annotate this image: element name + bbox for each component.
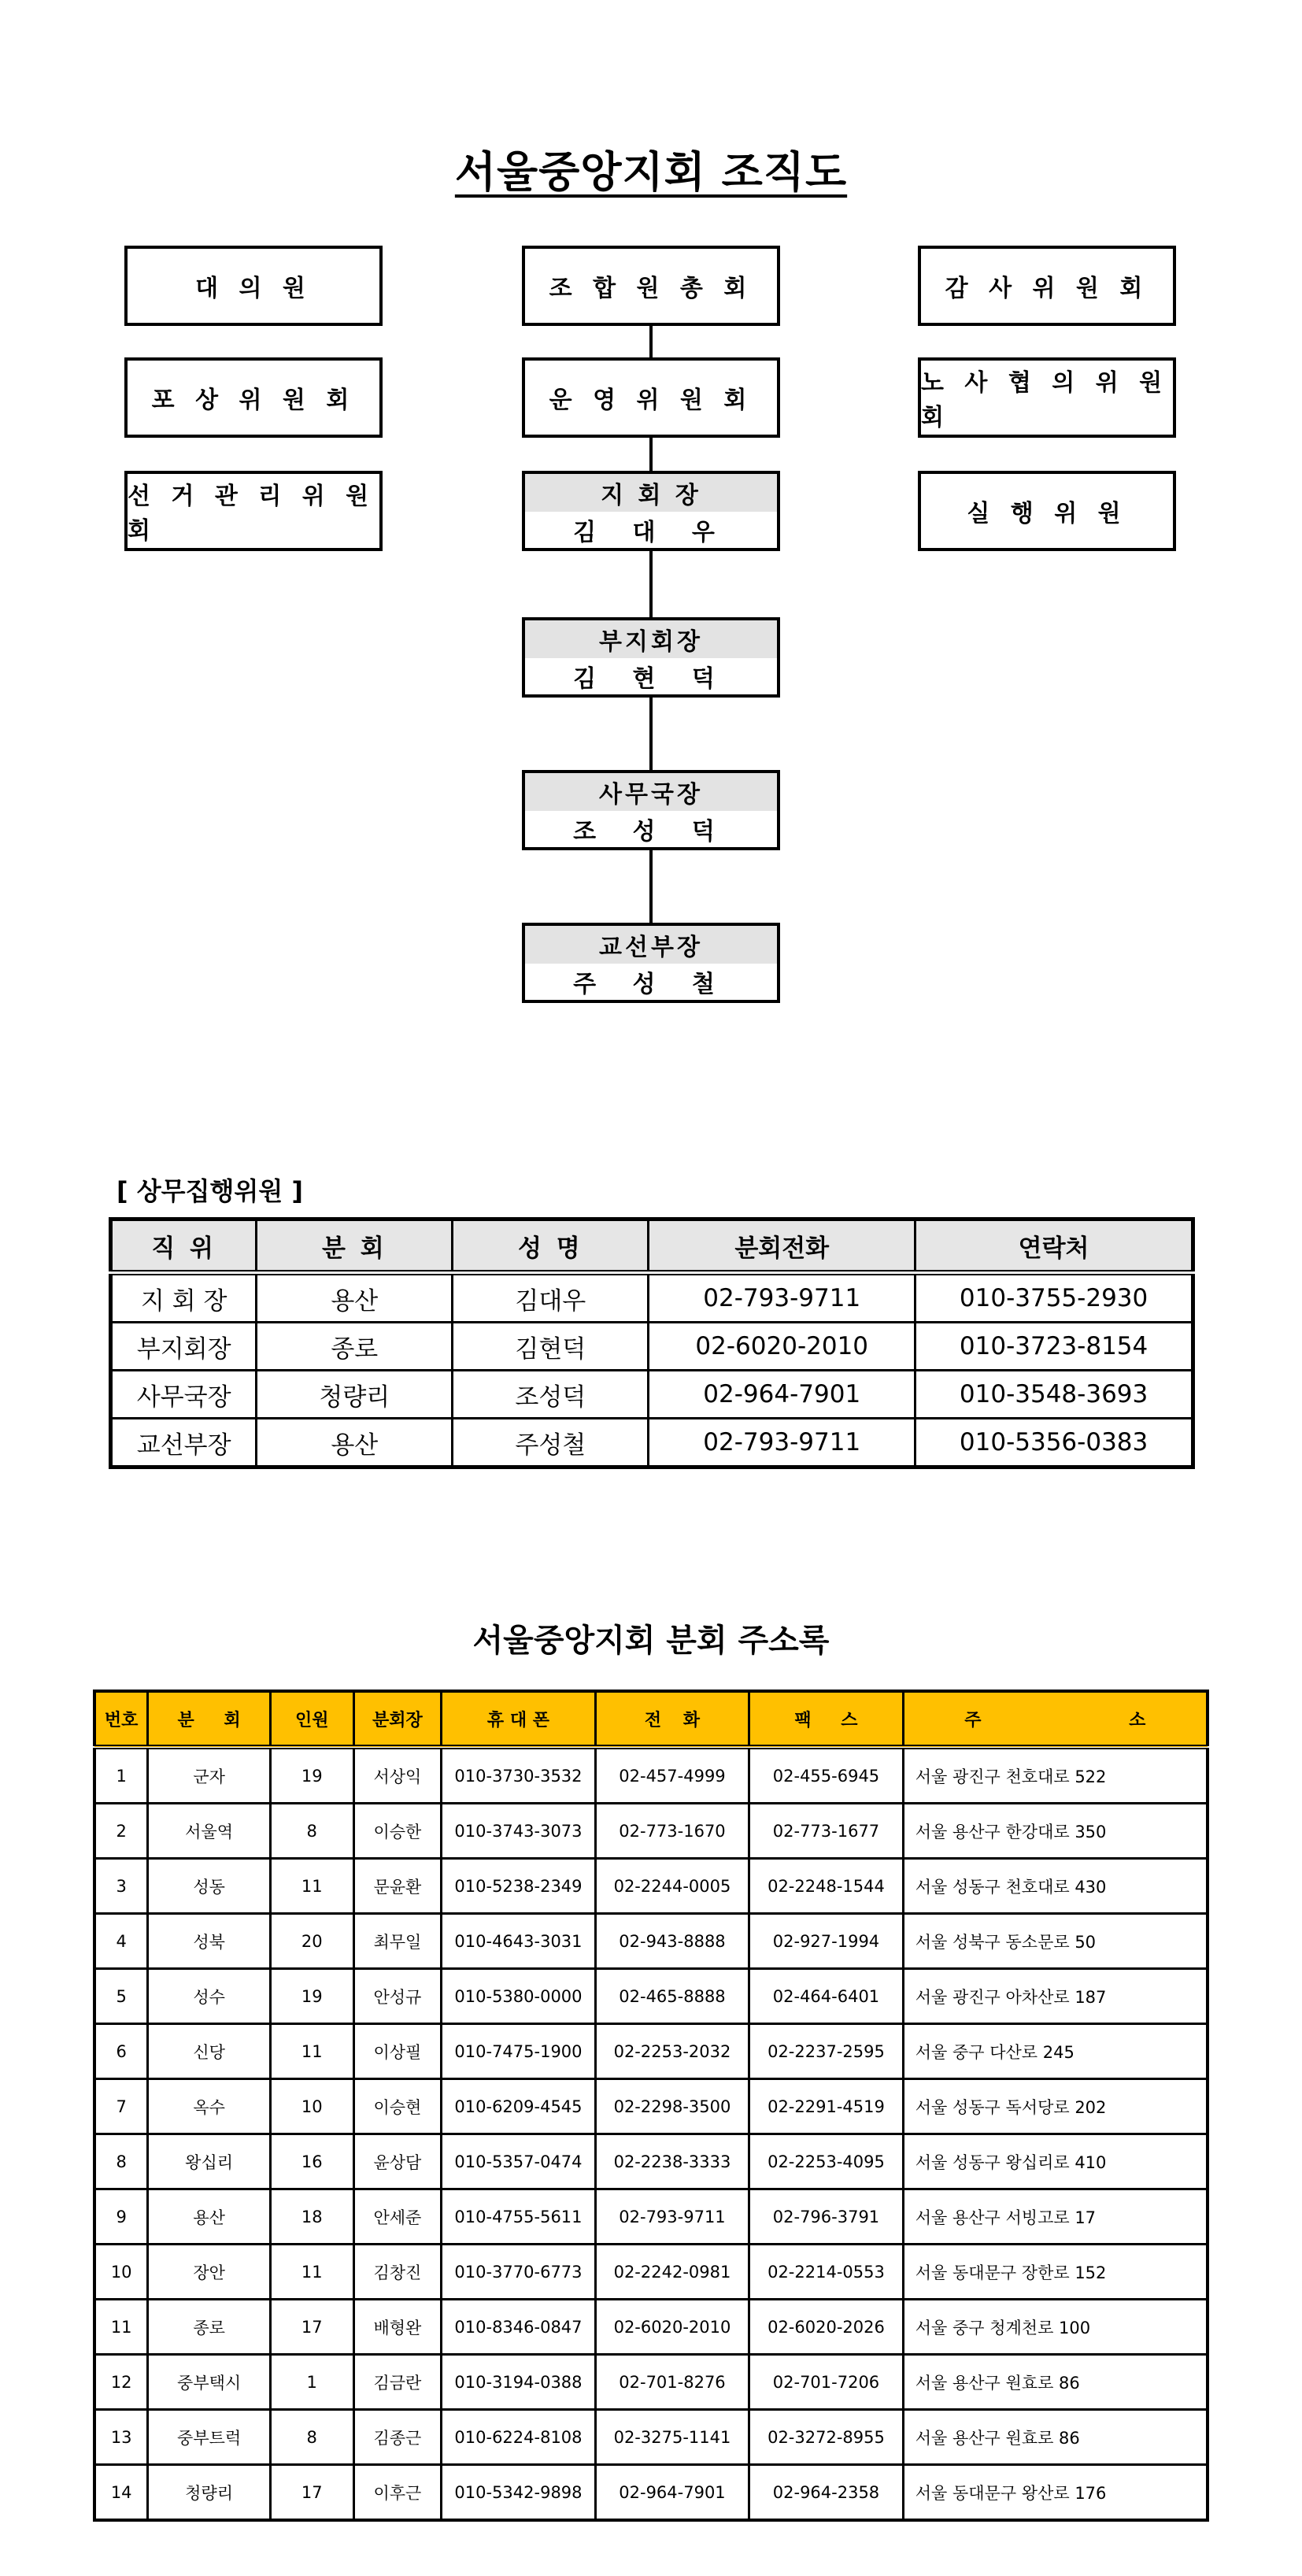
table-row [111, 1371, 1193, 1419]
table-header-row [111, 1220, 1193, 1273]
table-row [94, 2355, 1208, 2410]
table-cell: 이후근 [353, 2465, 442, 2521]
officer-name: 김 대 우 [573, 519, 729, 546]
table-cell: 14 [94, 2465, 148, 2521]
table-row [111, 1419, 1193, 1468]
column-header: 성 명 [453, 1220, 649, 1273]
table-cell: 용산 [148, 2189, 271, 2245]
table-cell: 02-793-9711 [649, 1273, 915, 1323]
table-cell: 02-2298-3500 [595, 2079, 749, 2134]
table-cell: 010-5356-0383 [915, 1419, 1193, 1468]
committee-box: 선 거 관 리 위 원 회 [124, 471, 383, 551]
table-cell: 02-964-7901 [649, 1371, 915, 1419]
table-cell: 배형완 [353, 2300, 442, 2355]
table-cell: 17 [270, 2300, 353, 2355]
table-cell: 서울 성동구 왕십리로 410 [903, 2134, 1208, 2189]
table-cell: 성북 [148, 1914, 271, 1969]
column-header: 직 위 [111, 1220, 257, 1273]
table-cell: 10 [270, 2079, 353, 2134]
table-cell: 성수 [148, 1969, 271, 2024]
table-row [94, 1804, 1208, 1859]
officer-box [522, 923, 780, 1003]
table-cell: 서울 중구 청계천로 100 [903, 2300, 1208, 2355]
table-cell: 02-457-4999 [595, 1747, 749, 1804]
officer-role: 부지회장 [525, 620, 777, 658]
table-cell: 부지회장 [111, 1323, 257, 1371]
executive-table [109, 1217, 1195, 1469]
table-cell: 02-3275-1141 [595, 2410, 749, 2465]
table-cell: 02-964-7901 [595, 2465, 749, 2521]
table-row [94, 2410, 1208, 2465]
table-row [94, 2134, 1208, 2189]
table-cell: 서울 동대문구 장한로 152 [903, 2245, 1208, 2300]
connector-line [649, 551, 653, 617]
table-cell: 주성철 [453, 1419, 649, 1468]
table-row [111, 1323, 1193, 1371]
table-cell: 이승한 [353, 1804, 442, 1859]
table-cell: 서울역 [148, 1804, 271, 1859]
table-cell: 02-6020-2026 [749, 2300, 904, 2355]
table-cell: 02-3272-8955 [749, 2410, 904, 2465]
directory-title: 서울중앙지회 분회 주소록 [472, 1623, 830, 1659]
directory-table [93, 1690, 1209, 2522]
column-header: 분회전화 [649, 1220, 915, 1273]
table-row [94, 2245, 1208, 2300]
table-row [94, 1859, 1208, 1914]
table-cell: 02-964-2358 [749, 2465, 904, 2521]
table-cell: 서울 광진구 아차산로 187 [903, 1969, 1208, 2024]
table-cell: 조성덕 [453, 1371, 649, 1419]
table-cell: 010-3755-2930 [915, 1273, 1193, 1323]
table-cell: 02-2237-2595 [749, 2024, 904, 2079]
table-cell: 안성규 [353, 1969, 442, 2024]
table-cell: 02-2248-1544 [749, 1859, 904, 1914]
table-cell: 군자 [148, 1747, 271, 1804]
officer-name: 조 성 덕 [573, 818, 729, 846]
table-cell: 02-773-1677 [749, 1804, 904, 1859]
table-row [94, 1747, 1208, 1804]
table-cell: 02-2244-0005 [595, 1859, 749, 1914]
table-cell: 이상필 [353, 2024, 442, 2079]
table-cell: 서울 용산구 원효로 86 [903, 2355, 1208, 2410]
table-cell: 02-6020-2010 [595, 2300, 749, 2355]
table-cell: 김종근 [353, 2410, 442, 2465]
table-row [94, 2024, 1208, 2079]
table-cell: 교선부장 [111, 1419, 257, 1468]
table-cell: 3 [94, 1859, 148, 1914]
table-cell: 13 [94, 2410, 148, 2465]
table-cell: 용산 [257, 1419, 453, 1468]
table-row [94, 2079, 1208, 2134]
table-cell: 02-793-9711 [595, 2189, 749, 2245]
table-cell: 김현덕 [453, 1323, 649, 1371]
table-cell: 6 [94, 2024, 148, 2079]
connector-line [649, 850, 653, 924]
table-header-row [94, 1691, 1208, 1747]
committee-box: 운 영 위 원 회 [522, 357, 780, 438]
table-cell: 010-5342-9898 [442, 2465, 596, 2521]
table-cell: 02-773-1670 [595, 1804, 749, 1859]
table-row [94, 2300, 1208, 2355]
table-cell: 왕십리 [148, 2134, 271, 2189]
table-cell: 서울 성동구 천호대로 430 [903, 1859, 1208, 1914]
table-cell: 02-2238-3333 [595, 2134, 749, 2189]
column-header: 분 회 [148, 1691, 271, 1747]
table-cell: 1 [94, 1747, 148, 1804]
table-cell: 02-455-6945 [749, 1747, 904, 1804]
table-cell: 10 [94, 2245, 148, 2300]
table-cell: 02-2253-4095 [749, 2134, 904, 2189]
table-cell: 종로 [148, 2300, 271, 2355]
table-cell: 02-6020-2010 [649, 1323, 915, 1371]
table-cell: 신당 [148, 2024, 271, 2079]
officer-box [522, 471, 780, 551]
table-cell: 02-927-1994 [749, 1914, 904, 1969]
table-cell: 010-4755-5611 [442, 2189, 596, 2245]
table-cell: 서울 성북구 동소문로 50 [903, 1914, 1208, 1969]
table-cell: 010-6209-4545 [442, 2079, 596, 2134]
table-cell: 김창진 [353, 2245, 442, 2300]
table-cell: 서울 성동구 독서당로 202 [903, 2079, 1208, 2134]
column-header: 연락처 [915, 1220, 1193, 1273]
table-cell: 2 [94, 1804, 148, 1859]
officer-box [522, 617, 780, 698]
table-cell: 20 [270, 1914, 353, 1969]
column-header: 팩 스 [749, 1691, 904, 1747]
table-cell: 010-8346-0847 [442, 2300, 596, 2355]
table-cell: 02-2291-4519 [749, 2079, 904, 2134]
table-cell: 청량리 [148, 2465, 271, 2521]
table-cell: 서울 용산구 서빙고로 17 [903, 2189, 1208, 2245]
column-header: 분회장 [353, 1691, 442, 1747]
table-cell: 010-3770-6773 [442, 2245, 596, 2300]
table-cell: 010-7475-1900 [442, 2024, 596, 2079]
table-cell: 010-3730-3532 [442, 1747, 596, 1804]
table-cell: 서울 동대문구 왕산로 176 [903, 2465, 1208, 2521]
table-row [94, 2189, 1208, 2245]
table-cell: 성동 [148, 1859, 271, 1914]
table-cell: 010-3548-3693 [915, 1371, 1193, 1419]
committee-box: 실 행 위 원 [918, 471, 1176, 551]
table-cell: 사무국장 [111, 1371, 257, 1419]
table-cell: 12 [94, 2355, 148, 2410]
table-cell: 종로 [257, 1323, 453, 1371]
table-cell: 9 [94, 2189, 148, 2245]
table-cell: 이승현 [353, 2079, 442, 2134]
table-cell: 김금란 [353, 2355, 442, 2410]
table-cell: 중부트럭 [148, 2410, 271, 2465]
table-cell: 8 [270, 1804, 353, 1859]
column-header: 휴 대 폰 [442, 1691, 596, 1747]
table-cell: 4 [94, 1914, 148, 1969]
table-cell: 02-2253-2032 [595, 2024, 749, 2079]
table-cell: 010-3723-8154 [915, 1323, 1193, 1371]
officer-box [522, 770, 780, 850]
table-cell: 안세준 [353, 2189, 442, 2245]
table-cell: 17 [270, 2465, 353, 2521]
table-cell: 최무일 [353, 1914, 442, 1969]
officer-name: 김 현 덕 [573, 665, 729, 693]
connector-line [649, 326, 653, 357]
column-header: 전 화 [595, 1691, 749, 1747]
table-cell: 19 [270, 1969, 353, 2024]
table-cell: 서울 용산구 한강대로 350 [903, 1804, 1208, 1859]
table-cell: 장안 [148, 2245, 271, 2300]
table-cell: 02-464-6401 [749, 1969, 904, 2024]
table-cell: 010-3743-3073 [442, 1804, 596, 1859]
table-cell: 서상익 [353, 1747, 442, 1804]
column-header: 주 소 [903, 1691, 1208, 1747]
committee-box: 대 의 원 [124, 246, 383, 326]
connector-line [649, 438, 653, 471]
table-cell: 서울 광진구 천호대로 522 [903, 1747, 1208, 1804]
officer-name: 주 성 철 [573, 971, 729, 998]
table-cell: 02-793-9711 [649, 1419, 915, 1468]
table-row [94, 1969, 1208, 2024]
table-cell: 010-6224-8108 [442, 2410, 596, 2465]
committee-box: 감 사 위 원 회 [918, 246, 1176, 326]
table-cell: 김대우 [453, 1273, 649, 1323]
table-cell: 18 [270, 2189, 353, 2245]
executive-section-title: [ 상무집행위원 ] [117, 1176, 304, 1206]
table-cell: 서울 용산구 원효로 86 [903, 2410, 1208, 2465]
table-cell: 8 [270, 2410, 353, 2465]
table-cell: 02-943-8888 [595, 1914, 749, 1969]
table-cell: 문윤환 [353, 1859, 442, 1914]
table-cell: 02-465-8888 [595, 1969, 749, 2024]
officer-role: 사무국장 [525, 773, 777, 811]
table-cell: 1 [270, 2355, 353, 2410]
table-cell: 19 [270, 1747, 353, 1804]
committee-box: 조 합 원 총 회 [522, 246, 780, 326]
table-cell: 02-796-3791 [749, 2189, 904, 2245]
table-cell: 010-5238-2349 [442, 1859, 596, 1914]
connector-line [649, 698, 653, 770]
table-cell: 010-3194-0388 [442, 2355, 596, 2410]
column-header: 분 회 [257, 1220, 453, 1273]
table-cell: 11 [270, 2245, 353, 2300]
table-row [94, 2465, 1208, 2521]
table-cell: 중부택시 [148, 2355, 271, 2410]
table-cell: 02-701-8276 [595, 2355, 749, 2410]
table-cell: 11 [270, 2024, 353, 2079]
officer-role: 지 회 장 [525, 474, 777, 512]
table-cell: 용산 [257, 1273, 453, 1323]
column-header: 인원 [270, 1691, 353, 1747]
table-cell: 02-2214-0553 [749, 2245, 904, 2300]
table-cell: 청량리 [257, 1371, 453, 1419]
table-cell: 02-701-7206 [749, 2355, 904, 2410]
column-header: 번호 [94, 1691, 148, 1747]
table-cell: 8 [94, 2134, 148, 2189]
committee-box: 포 상 위 원 회 [124, 357, 383, 438]
table-row [111, 1273, 1193, 1323]
table-cell: 010-4643-3031 [442, 1914, 596, 1969]
table-cell: 옥수 [148, 2079, 271, 2134]
table-cell: 5 [94, 1969, 148, 2024]
table-cell: 02-2242-0981 [595, 2245, 749, 2300]
committee-box: 노 사 협 의 위 원 회 [918, 357, 1176, 438]
table-cell: 7 [94, 2079, 148, 2134]
table-cell: 지 회 장 [111, 1273, 257, 1323]
org-chart-title: 서울중앙지회 조직도 [454, 147, 848, 197]
table-row [94, 1914, 1208, 1969]
table-cell: 010-5380-0000 [442, 1969, 596, 2024]
table-cell: 11 [94, 2300, 148, 2355]
officer-role: 교선부장 [525, 926, 777, 964]
table-cell: 서울 중구 다산로 245 [903, 2024, 1208, 2079]
table-cell: 010-5357-0474 [442, 2134, 596, 2189]
table-cell: 11 [270, 1859, 353, 1914]
table-cell: 윤상담 [353, 2134, 442, 2189]
table-cell: 16 [270, 2134, 353, 2189]
